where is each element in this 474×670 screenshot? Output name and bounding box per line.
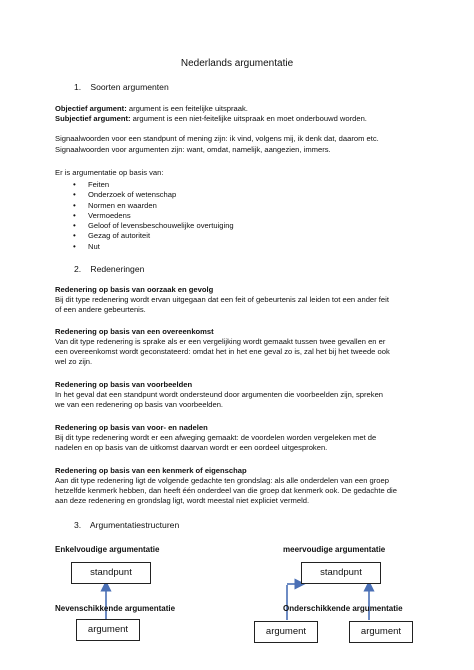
reasoning-text: wel zo zijn. — [55, 357, 93, 366]
signal-words-standpoint: Signaalwoorden voor een standpunt of mening zijn: ik vind, volgens mij, ik denk dat, daarom etc. — [55, 134, 379, 143]
term-definition: argument is een niet-feitelijke uitspraak en moet onderbouwd worden. — [130, 114, 367, 123]
list-intro: Er is argumentatie op basis van: — [55, 168, 164, 177]
term-label: Objectief argument: — [55, 104, 127, 113]
list-item: • Normen en waarden — [74, 201, 234, 211]
standpoint-box-multiple: standpunt — [301, 562, 381, 584]
reasoning-text: Bij dit type redenering wordt er een afweging gemaakt: de voordelen worden vergeleken met de — [55, 433, 377, 442]
reasoning-text: we van een redenering op basis van voorbeelden. — [55, 400, 224, 409]
list-item: • Geloof of levensbeschouwelijke overtuiging — [74, 221, 234, 231]
reasoning-text: Bij dit type redenering wordt ervan uitgegaan dat een feit of gebeurtenis zal leiden tot een ander feit — [55, 295, 389, 304]
standpoint-box-single: standpunt — [71, 562, 151, 584]
multiple-argumentation-label: meervoudige argumentatie — [283, 545, 386, 554]
reasoning-text: nadelen en op basis van de uitkomst daarvan wordt er een oordeel uitgesproken. — [55, 443, 328, 452]
term-definition: argument is een feitelijke uitspraak. — [126, 104, 248, 113]
document-title: Nederlands argumentatie — [180, 58, 294, 69]
reasoning-text: of een andere gebeurtenis. — [55, 305, 146, 314]
reasoning-text: een overeenkomst wordt geconstateerd: omdat het in het ene geval zo is, zal het bij het tweede ook — [55, 347, 390, 356]
signal-words-arguments: Signaalwoorden voor argumenten zijn: want, omdat, namelijk, aangezien, immers. — [55, 145, 331, 154]
argument-box-right: argument — [349, 621, 413, 643]
section-title: Soorten argumenten — [90, 82, 169, 92]
term-label: Subjectief argument: — [55, 114, 131, 123]
section-title: Argumentatiestructuren — [89, 520, 180, 530]
reasoning-text: hetzelfde kenmerk hebben, dan heeft één onderdeel van die groep dat kenmerk ook. De gedachte die — [55, 486, 397, 495]
single-argumentation-label: Enkelvoudige argumentatie — [55, 545, 160, 554]
reasoning-heading: Redenering op basis van voor- en nadelen — [55, 423, 208, 432]
section-title: Redeneringen — [90, 264, 145, 274]
list-item: • Feiten — [74, 180, 234, 190]
argument-box-left: argument — [254, 621, 318, 643]
reasoning-heading: Redenering op basis van oorzaak en gevolg — [55, 285, 214, 294]
list-item: • Onderzoek of wetenschap — [74, 190, 234, 200]
section-number: 2. — [74, 264, 82, 274]
reasoning-heading: Redenering op basis van een kenmerk of eigenschap — [55, 466, 247, 475]
argument-box-single: argument — [76, 619, 140, 641]
list-item: • Vermoedens — [74, 211, 234, 221]
reasoning-text: Van dit type redenering is sprake als er een vergelijking wordt gemaakt tussen twee gevallen en er — [55, 337, 386, 346]
subordinate-argumentation-label: Onderschikkende argumentatie — [283, 604, 403, 613]
reasoning-text: In het geval dat een standpunt wordt ondersteund door argumenten die voorbeelden zijn, spreken — [55, 390, 384, 399]
reasoning-heading: Redenering op basis van voorbeelden — [55, 380, 193, 389]
list-item: • Gezag of autoriteit — [74, 231, 234, 241]
list-item: • Nut — [74, 242, 234, 252]
coordinated-argumentation-label: Nevenschikkende argumentatie — [55, 604, 176, 613]
reasoning-text: aan deze redenering en grondslag ligt, wordt meestal niet expliciet vermeld. — [55, 496, 310, 505]
reasoning-heading: Redenering op basis van een overeenkomst — [55, 327, 214, 336]
section-number: 3. — [74, 520, 82, 530]
section-number: 1. — [74, 82, 82, 92]
reasoning-text: Aan dit type redenering ligt de volgende gedachte ten grondslag: als alle onderdelen van een groep — [55, 476, 389, 485]
